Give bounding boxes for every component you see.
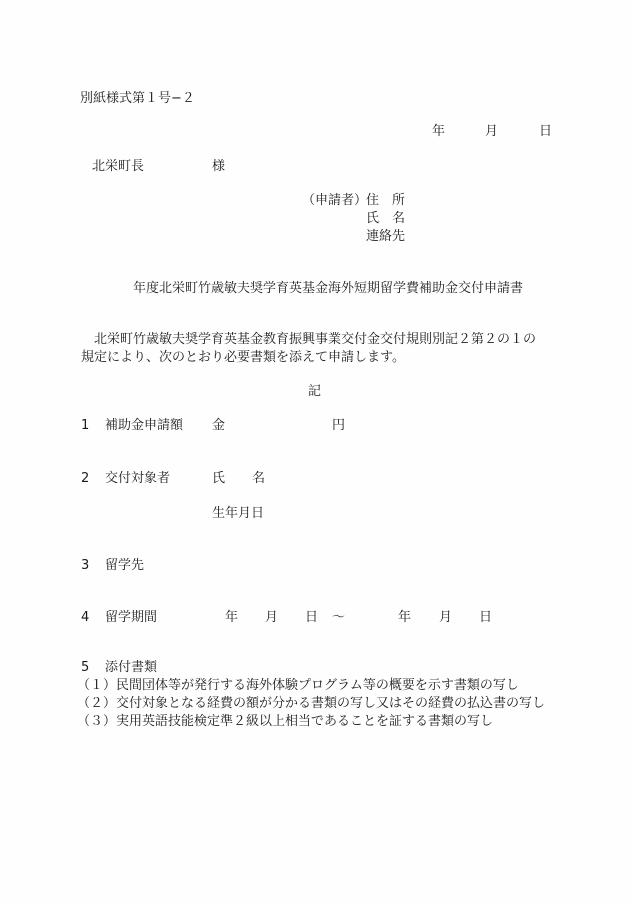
date-month-label: 月: [485, 124, 499, 139]
applicant-address-label: 住 所: [366, 193, 406, 208]
ki-heading: 記: [308, 384, 322, 399]
section-5-number: 5: [81, 660, 90, 675]
document-title: 年度北栄町竹歳敏夫奨学育英基金海外短期留学費補助金交付申請書: [133, 281, 524, 296]
section-3-label: 留学先: [105, 558, 145, 573]
recipient-dob-label: 生年月日: [212, 506, 265, 521]
attachment-item: （３）実用英語技能検定準２級以上相当であることを証する書類の写し: [77, 714, 494, 729]
form-number: 別紙様式第１号−２: [80, 91, 195, 106]
date-year-label: 年: [432, 124, 446, 139]
section-1-label: 補助金申請額: [105, 418, 184, 433]
recipient-name-label-b: 名: [252, 471, 266, 486]
period-start-month-label: 月: [265, 610, 279, 625]
addressee-honorific: 様: [212, 159, 226, 174]
period-end-day-label: 日: [479, 610, 493, 625]
attachment-item: （２）交付対象となる経費の額が分かる書類の写し又はその経費の払込書の写し: [77, 696, 546, 711]
period-start-day-label: 日: [305, 610, 319, 625]
section-1-number: 1: [81, 418, 90, 433]
amount-unit: 円: [332, 418, 346, 433]
attachment-item: （１）民間団体等が発行する海外体験プログラム等の概要を示す書類の写し: [77, 678, 519, 693]
addressee-name: 北栄町長: [92, 159, 145, 174]
applicant-label: （申請者）: [302, 193, 368, 208]
section-2-label: 交付対象者: [105, 471, 171, 486]
section-4-label: 留学期間: [105, 610, 158, 625]
section-2-number: 2: [81, 471, 90, 486]
body-line-1: 北栄町竹歳敏夫奨学育英基金教育振興事業交付金交付規則別記２第２の１の: [81, 332, 537, 347]
section-5-label: 添付書類: [105, 660, 158, 675]
period-end-month-label: 月: [439, 610, 453, 625]
period-separator: ～: [332, 610, 346, 625]
period-end-year-label: 年: [398, 610, 412, 625]
applicant-name-label: 氏 名: [366, 211, 406, 226]
section-3-number: 3: [81, 558, 90, 573]
period-start-year-label: 年: [225, 610, 239, 625]
amount-prefix: 金: [212, 418, 226, 433]
applicant-contact-label: 連絡先: [366, 229, 406, 244]
date-day-label: 日: [539, 124, 553, 139]
body-line-2: 規定により、次のとおり必要書類を添えて申請します。: [81, 350, 405, 365]
section-4-number: 4: [81, 610, 90, 625]
recipient-name-label-a: 氏: [212, 471, 226, 486]
